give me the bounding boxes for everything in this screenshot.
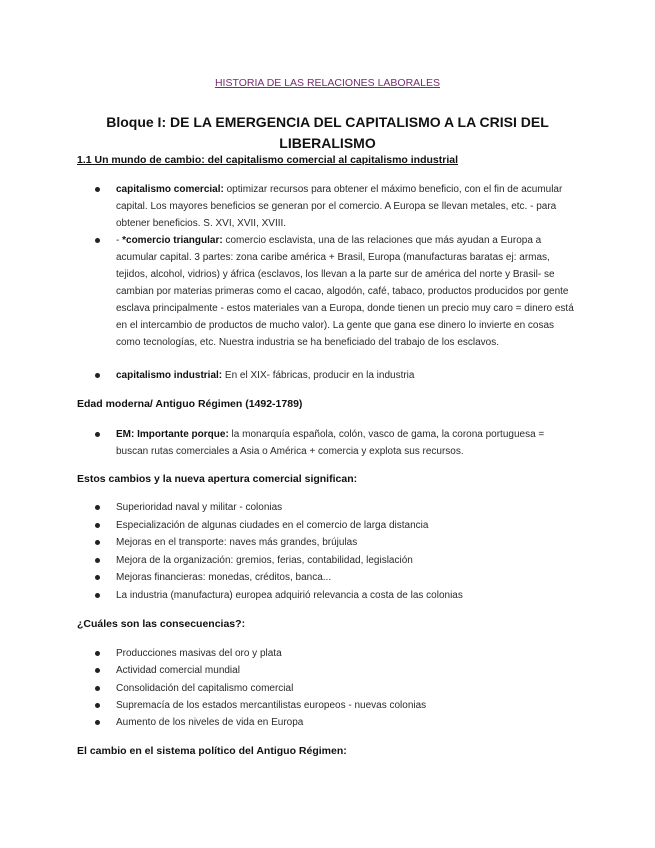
bullet-icon: [95, 651, 100, 656]
list-item-text: Superioridad naval y militar - colonias: [116, 502, 283, 513]
bullet-icon: [95, 505, 100, 510]
bullet-icon: [95, 540, 100, 545]
list-item-text: Producciones masivas del oro y plata: [116, 648, 282, 659]
bullet-icon: [95, 668, 100, 673]
list-item-term: *comercio triangular:: [122, 235, 223, 246]
list-item-body: optimizar recursos para obtener el máximo beneficio, con el fin de acumular capital. Los mayores beneficios se generan por el comercio. A Europa se llevan metales, etc. - para obtener beneficios. S. XVI, XVII, XVIII.: [116, 184, 563, 229]
list-item-term: capitalismo comercial:: [116, 184, 224, 195]
list-item-text: Aumento de los niveles de vida en Europa: [116, 717, 304, 728]
bullet-icon: [95, 432, 100, 437]
list-item-text: [116, 181, 576, 232]
list-item-text: Mejoras en el transporte: naves más grandes, brújulas: [116, 537, 358, 548]
section-heading-consecuencias: ¿Cuáles son las consecuencias?:: [77, 618, 246, 630]
list-item-text: Mejoras financieras: monedas, créditos, banca...: [116, 572, 332, 583]
list-item-text: [116, 426, 576, 460]
section-heading-cambios: Estos cambios y la nueva apertura comercial significan:: [77, 473, 358, 485]
bullet-icon: [95, 558, 100, 563]
list-item-text: Mejora de la organización: gremios, ferias, contabilidad, legislación: [116, 555, 413, 566]
bullet-icon: [95, 187, 100, 192]
list-item-text: Especialización de algunas ciudades en el comercio de larga distancia: [116, 520, 429, 531]
bullet-icon: [95, 523, 100, 528]
bullet-icon: [95, 703, 100, 708]
bullet-icon: [95, 575, 100, 580]
list-item-body: la monarquía española, colón, vasco de gama, la corona portuguesa = buscan rutas comerciales a Asia o América + comercia y explota sus recursos.: [116, 429, 545, 457]
list-item-term: EM: Importante porque:: [116, 429, 229, 440]
bullet-icon: [95, 238, 100, 243]
list-item-text: La industria (manufactura) europea adquirió relevancia a costa de las colonias: [116, 590, 463, 601]
section-heading-1-1: 1.1 Un mundo de cambio: del capitalismo comercial al capitalismo industrial: [77, 154, 459, 166]
section-heading-sistema-politico: El cambio en el sistema político del Antiguo Régimen:: [77, 745, 347, 757]
bullet-icon: [95, 720, 100, 725]
list-item-text: Supremacía de los estados mercantilistas europeos - nuevas colonias: [116, 700, 427, 711]
bullet-icon: [95, 686, 100, 691]
list-item-text: [116, 232, 576, 351]
list-item-text: Consolidación del capitalismo comercial: [116, 683, 294, 694]
list-item-body: En el XIX- fábricas, producir en la industria: [222, 370, 415, 381]
document-header: HISTORIA DE LAS RELACIONES LABORALES: [214, 77, 441, 89]
list-item-term: capitalismo industrial:: [116, 370, 223, 381]
section-heading-edad-moderna: Edad moderna/ Antiguo Régimen (1492-1789): [77, 398, 303, 410]
list-item-text: [116, 367, 576, 384]
bullet-icon: [95, 373, 100, 378]
list-item-text: Actividad comercial mundial: [116, 665, 240, 676]
list-item-body: comercio esclavista, una de las relaciones que más ayudan a Europa a acumular capital. 3 partes: zona caribe américa + Brasil, Europa (manufacturas baratas ej: armas, tejidos, alcohol, vidrios) y áfrica (esclavos, los llevan a la parte sur de américa del norte y Brasil- se cambian por materias primeras como el cacao, algodón, café, tabaco, productos producidos por gente esclava principalmente - estos materiales van a Europa, donde tienen un precio muy caro = dinero está en el intercambio de productos de mucho valor). La gente que gana ese dinero lo invierte en cosas como tecnologías, etc. Nuestra industria se ha beneficiado del trabajo de los esclavos.: [116, 235, 574, 348]
bullet-icon: [95, 593, 100, 598]
list-item-prefix: -: [116, 235, 123, 246]
document-title: Bloque I: DE LA EMERGENCIA DEL CAPITALISMO A LA CRISI DEL LIBERALISMO: [106, 114, 549, 151]
